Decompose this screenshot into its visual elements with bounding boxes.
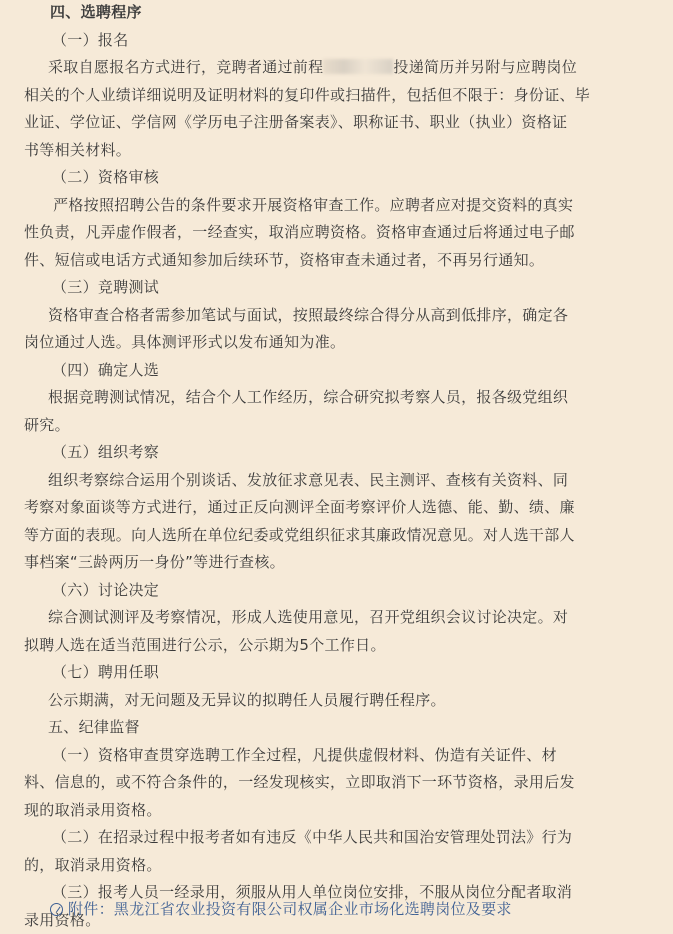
paragraph-line: 根据竞聘测试情况，结合个人工作经历，综合研究拟考察人员，报各级党组织 xyxy=(24,384,649,412)
paragraph-line: 的，取消录用资格。 xyxy=(24,852,649,880)
subsection-4-title: （四）确定人选 xyxy=(24,357,649,385)
paragraph-line: 资格审查合格者需参加笔试与面试，按照最终综合得分从高到低排序，确定各 xyxy=(24,302,649,330)
paragraph-line: （一）资格审查贯穿选聘工作全过程，凡提供虚假材料、伪造有关证件、材 xyxy=(24,742,649,770)
attachment-icon xyxy=(50,903,63,916)
paragraph-line: 拟聘人选在适当范围进行公示，公示期为5个工作日。 xyxy=(24,632,649,660)
paragraph-line: 相关的个人业绩详细说明及证明材料的复印件或扫描件，包括但不限于：身份证、毕 xyxy=(24,82,649,110)
paragraph-line: 等方面的表现。向人选所在单位纪委或党组织征求其廉政情况意见。对人选干部人 xyxy=(24,522,649,550)
attachment-link[interactable] xyxy=(50,897,512,921)
subsection-5-title: （五）组织考察 xyxy=(24,439,649,467)
paragraph-line: 现的取消录用资格。 xyxy=(24,797,649,825)
paragraph-line: 料、信息的，或不符合条件的，一经发现核实，立即取消下一环节资格，录用后发 xyxy=(24,769,649,797)
redacted-text xyxy=(323,59,393,74)
subsection-3-title: （三）竞聘测试 xyxy=(24,274,649,302)
paragraph-line: 性负责，凡弄虚作假者，一经查实，取消应聘资格。资格审查通过后将通过电子邮 xyxy=(24,219,649,247)
text-fragment: 投递简历并另附与应聘岗位 xyxy=(393,58,577,76)
subsection-2-title: （二）资格审核 xyxy=(24,164,649,192)
subsection-1-title: （一）报名 xyxy=(24,27,649,55)
paragraph-line: 综合测试测评及考察情况，形成人选使用意见，召开党组织会议讨论决定。对 xyxy=(24,604,649,632)
paragraph-line: 书等相关材料。 xyxy=(24,137,649,165)
paragraph-line: 考察对象面谈等方式进行，通过正反向测评全面考察评价人选德、能、勤、绩、廉 xyxy=(24,494,649,522)
paragraph-line: 事档案“三龄两历一身份”等进行查核。 xyxy=(24,549,649,577)
paragraph-line: 录用资格。 xyxy=(24,907,649,934)
paragraph-line: 业证、学位证、学信网《学历电子注册备案表》、职称证书、职业（执业）资格证 xyxy=(24,109,649,137)
paragraph-line: 组织考察综合运用个别谈话、发放征求意见表、民主测评、查核有关资料、同 xyxy=(24,467,649,495)
subsection-7-title: （七）聘用任职 xyxy=(24,659,649,687)
attachment-label: 附件：黑龙江省农业投资有限公司权属企业市场化选聘岗位及要求 xyxy=(68,900,512,918)
paragraph-line: （三）报考人员一经录用，须服从用人单位岗位安排，不服从岗位分配者取消 xyxy=(24,879,649,907)
text-fragment: 采取自愿报名方式进行，竞聘者通过前程 xyxy=(48,58,323,76)
paragraph-line: 研究。 xyxy=(24,412,649,440)
paragraph-line: 严格按照招聘公告的条件要求开展资格审查工作。应聘者应对提交资料的真实 xyxy=(24,192,649,220)
paragraph-line: 件、短信或电话方式通知参加后续环节，资格审查未通过者，不再另行通知。 xyxy=(24,247,649,275)
paragraph-line xyxy=(24,54,649,82)
paragraph-line: 公示期满，对无问题及无异议的拟聘任人员履行聘任程序。 xyxy=(24,687,649,715)
subsection-6-title: （六）讨论决定 xyxy=(24,577,649,605)
section-4-heading: 四、选聘程序 xyxy=(24,0,649,27)
paragraph-line: （二）在招录过程中报考者如有违反《中华人民共和国治安管理处罚法》行为 xyxy=(24,824,649,852)
paragraph-line: 岗位通过人选。具体测评形式以发布通知为准。 xyxy=(24,329,649,357)
section-5-heading: 五、纪律监督 xyxy=(24,714,649,742)
